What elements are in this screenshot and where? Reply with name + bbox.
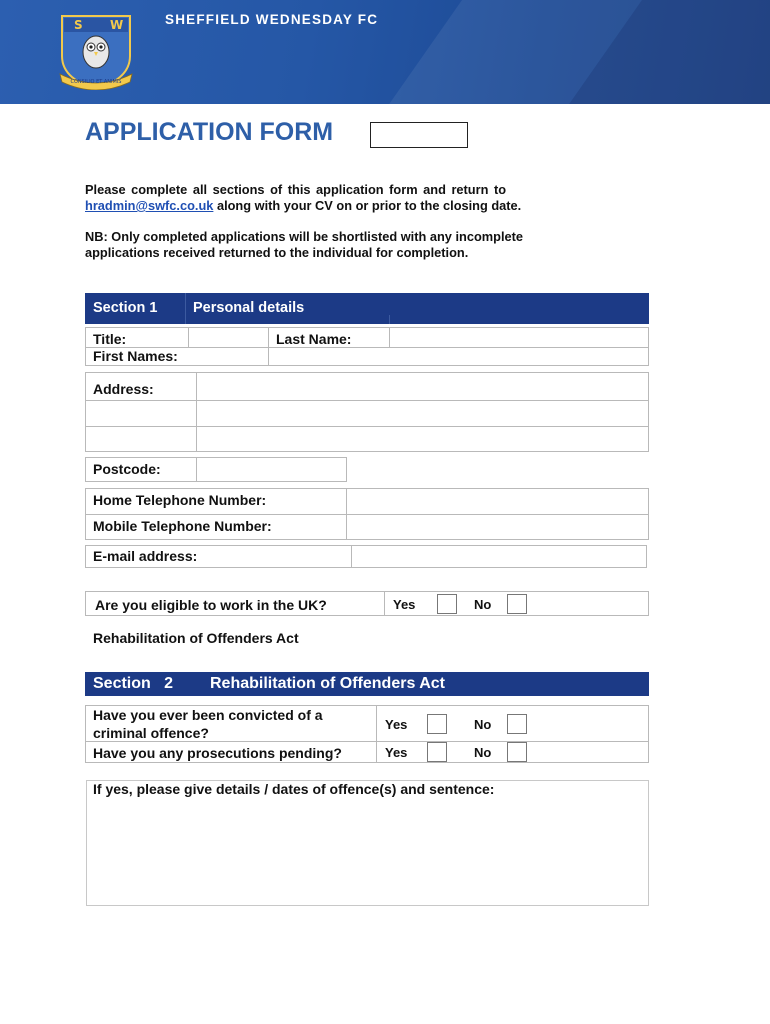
page-title: APPLICATION FORM — [85, 118, 334, 146]
club-crest-icon — [54, 12, 138, 90]
title-field[interactable] — [189, 328, 268, 347]
last-name-label: Last Name: — [276, 331, 352, 347]
intro-line-2 — [85, 198, 585, 214]
email-label: E-mail address: — [93, 548, 198, 564]
reference-box[interactable] — [370, 122, 468, 148]
title-label: Title: — [93, 331, 127, 347]
section-1-header — [85, 293, 649, 324]
offence-details-label: If yes, please give details / dates of offence(s) and sentence: — [93, 781, 495, 797]
section-2-header — [85, 672, 649, 696]
intro-line-2-rest: along with your CV on or prior to the closing date. — [213, 198, 522, 213]
eligible-yes-checkbox[interactable] — [437, 594, 457, 614]
nb-line-2: applications received returned to the individual for completion. — [85, 245, 469, 260]
address-label: Address: — [93, 381, 154, 397]
nb-text — [85, 229, 605, 261]
eligible-no-label: No — [474, 597, 492, 612]
conviction-yes-checkbox[interactable] — [427, 714, 447, 734]
mobile-phone-field[interactable] — [347, 515, 648, 539]
hr-email-link[interactable]: hradmin@swfc.co.uk — [85, 198, 214, 213]
intro-text — [85, 182, 585, 214]
postcode-label: Postcode: — [93, 461, 161, 477]
address-line-2-field[interactable] — [197, 401, 648, 426]
prosecution-question: Have you any prosecutions pending? — [93, 745, 342, 761]
section-2-title: Rehabilitation of Offenders Act — [210, 675, 445, 692]
prosecution-yes-label: Yes — [385, 745, 408, 760]
section-2-number: Section 2 — [93, 675, 174, 692]
conviction-question — [93, 706, 323, 742]
prosecution-yes-checkbox[interactable] — [427, 742, 447, 762]
section-1-number: Section 1 — [93, 300, 158, 316]
crest-motto: CONSILIO ET ANIMIS — [70, 79, 122, 85]
address-line-1-field[interactable] — [197, 373, 648, 400]
conviction-yes-label: Yes — [385, 717, 408, 732]
club-name: SHEFFIELD WEDNESDAY FC — [165, 12, 379, 27]
crest-letter-w: W — [110, 18, 124, 32]
prosecution-no-label: No — [474, 745, 492, 760]
home-phone-label: Home Telephone Number: — [93, 492, 267, 508]
rehab-note: Rehabilitation of Offenders Act — [93, 630, 299, 646]
prosecution-no-checkbox[interactable] — [507, 742, 527, 762]
crest-letter-s: S — [74, 18, 83, 32]
nb-line-1: NB: Only completed applications will be shortlisted with any incomplete — [85, 229, 524, 244]
offence-details-box[interactable] — [86, 780, 649, 906]
conviction-no-label: No — [474, 717, 492, 732]
conviction-question-line-1: Have you ever been convicted of a — [93, 707, 323, 723]
eligible-no-checkbox[interactable] — [507, 594, 527, 614]
last-name-field[interactable] — [390, 328, 648, 347]
section-1-title: Personal details — [193, 300, 305, 316]
mobile-phone-label: Mobile Telephone Number: — [93, 518, 272, 534]
intro-line-1: Please complete all sections of this application form and return to — [85, 182, 507, 197]
first-names-field[interactable] — [269, 348, 648, 365]
eligible-yes-label: Yes — [393, 597, 416, 612]
first-names-label: First Names: — [93, 348, 178, 364]
conviction-no-checkbox[interactable] — [507, 714, 527, 734]
conviction-question-line-2: criminal offence? — [93, 725, 209, 741]
email-field[interactable] — [352, 546, 646, 567]
address-line-3-field[interactable] — [197, 427, 648, 451]
home-phone-field[interactable] — [347, 489, 648, 514]
eligibility-question: Are you eligible to work in the UK? — [95, 597, 327, 613]
postcode-field[interactable] — [197, 458, 346, 481]
